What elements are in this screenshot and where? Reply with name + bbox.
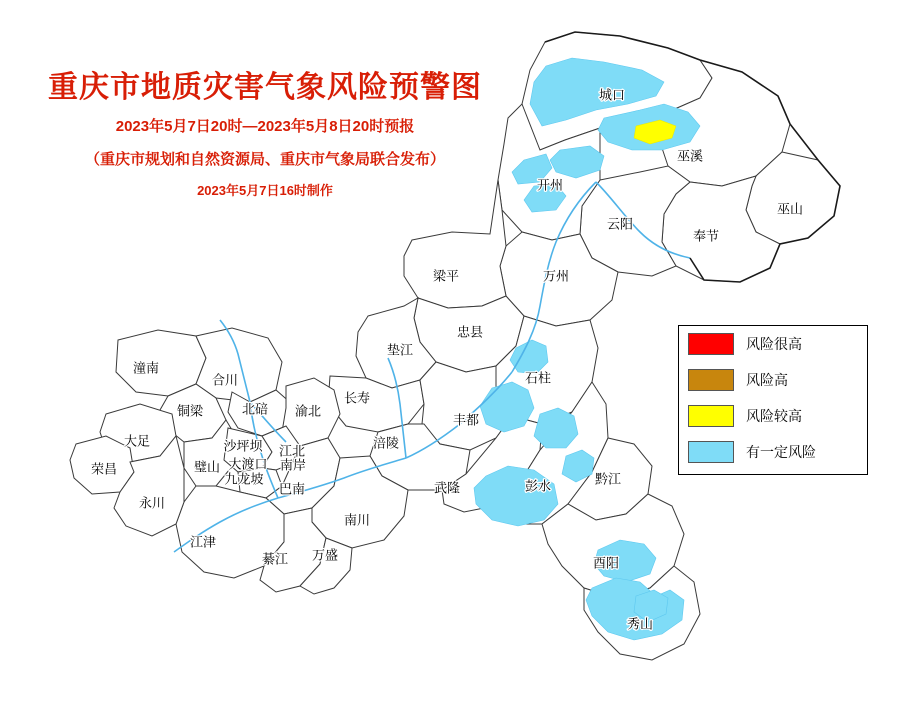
county-label: 涪陵 [372, 435, 400, 451]
county-label: 云阳 [606, 216, 634, 232]
county-label: 彭水 [524, 478, 552, 494]
county-label: 黔江 [594, 471, 622, 487]
issuer-text: （重庆市规划和自然资源局、重庆市气象局联合发布） [84, 150, 445, 168]
legend-swatch-some-risk [688, 441, 734, 463]
county-label: 梁平 [432, 268, 460, 284]
county-label: 巫溪 [676, 148, 704, 164]
legend-swatch-moderate-high [688, 405, 734, 427]
county-label: 秀山 [626, 616, 654, 632]
county-label: 长寿 [343, 390, 371, 406]
legend-item-some-risk [679, 434, 867, 470]
county-label: 大渡口 [228, 456, 268, 472]
county-label: 开州 [536, 177, 564, 193]
county-label: 沙坪坝 [223, 438, 263, 454]
county-label: 綦江 [261, 551, 289, 567]
county-label: 荣昌 [90, 461, 118, 477]
county-label: 垫江 [386, 342, 414, 358]
county-label: 奉节 [692, 228, 720, 244]
county-label: 江北 [278, 443, 306, 459]
county-label: 永川 [138, 495, 166, 511]
legend-box [678, 325, 868, 475]
county-label: 潼南 [132, 360, 160, 376]
county-label: 南岸 [279, 457, 307, 473]
county-label: 万州 [542, 268, 570, 284]
legend-label-very-high: 风险很高 [746, 336, 802, 352]
county-label: 巫山 [776, 201, 804, 217]
county-label: 九龙坡 [224, 471, 264, 487]
county-label: 铜梁 [176, 403, 204, 419]
legend-label-some-risk: 有一定风险 [746, 444, 816, 460]
county-label: 万盛 [311, 547, 339, 563]
legend-swatch-high [688, 369, 734, 391]
county-label: 巴南 [278, 481, 306, 497]
legend-item-high [679, 362, 867, 398]
county-label: 江津 [189, 534, 217, 550]
county-label: 渝北 [294, 403, 322, 419]
county-label: 璧山 [193, 459, 221, 475]
forecast-period: 2023年5月7日20时—2023年5月8日20时预报 [115, 118, 415, 135]
county-label: 酉阳 [592, 555, 620, 571]
legend-label-high: 风险高 [746, 372, 788, 388]
county-label: 石柱 [524, 370, 552, 386]
county-label: 南川 [343, 512, 371, 528]
made-at-text: 2023年5月7日16时制作 [197, 183, 333, 198]
county-label: 城口 [598, 87, 626, 103]
legend-item-moderate-high [679, 398, 867, 434]
county-label: 北碚 [241, 401, 269, 417]
county-label: 忠县 [456, 324, 484, 340]
legend-swatch-very-high [688, 333, 734, 355]
page-title: 重庆市地质灾害气象风险预警图 [48, 71, 482, 104]
legend-item-very-high [679, 326, 867, 362]
county-label: 合川 [211, 372, 239, 388]
county-label: 武隆 [433, 480, 461, 496]
county-label: 丰都 [452, 412, 480, 428]
legend-label-moderate-high: 风险较高 [746, 408, 802, 424]
county-label: 大足 [123, 433, 151, 449]
